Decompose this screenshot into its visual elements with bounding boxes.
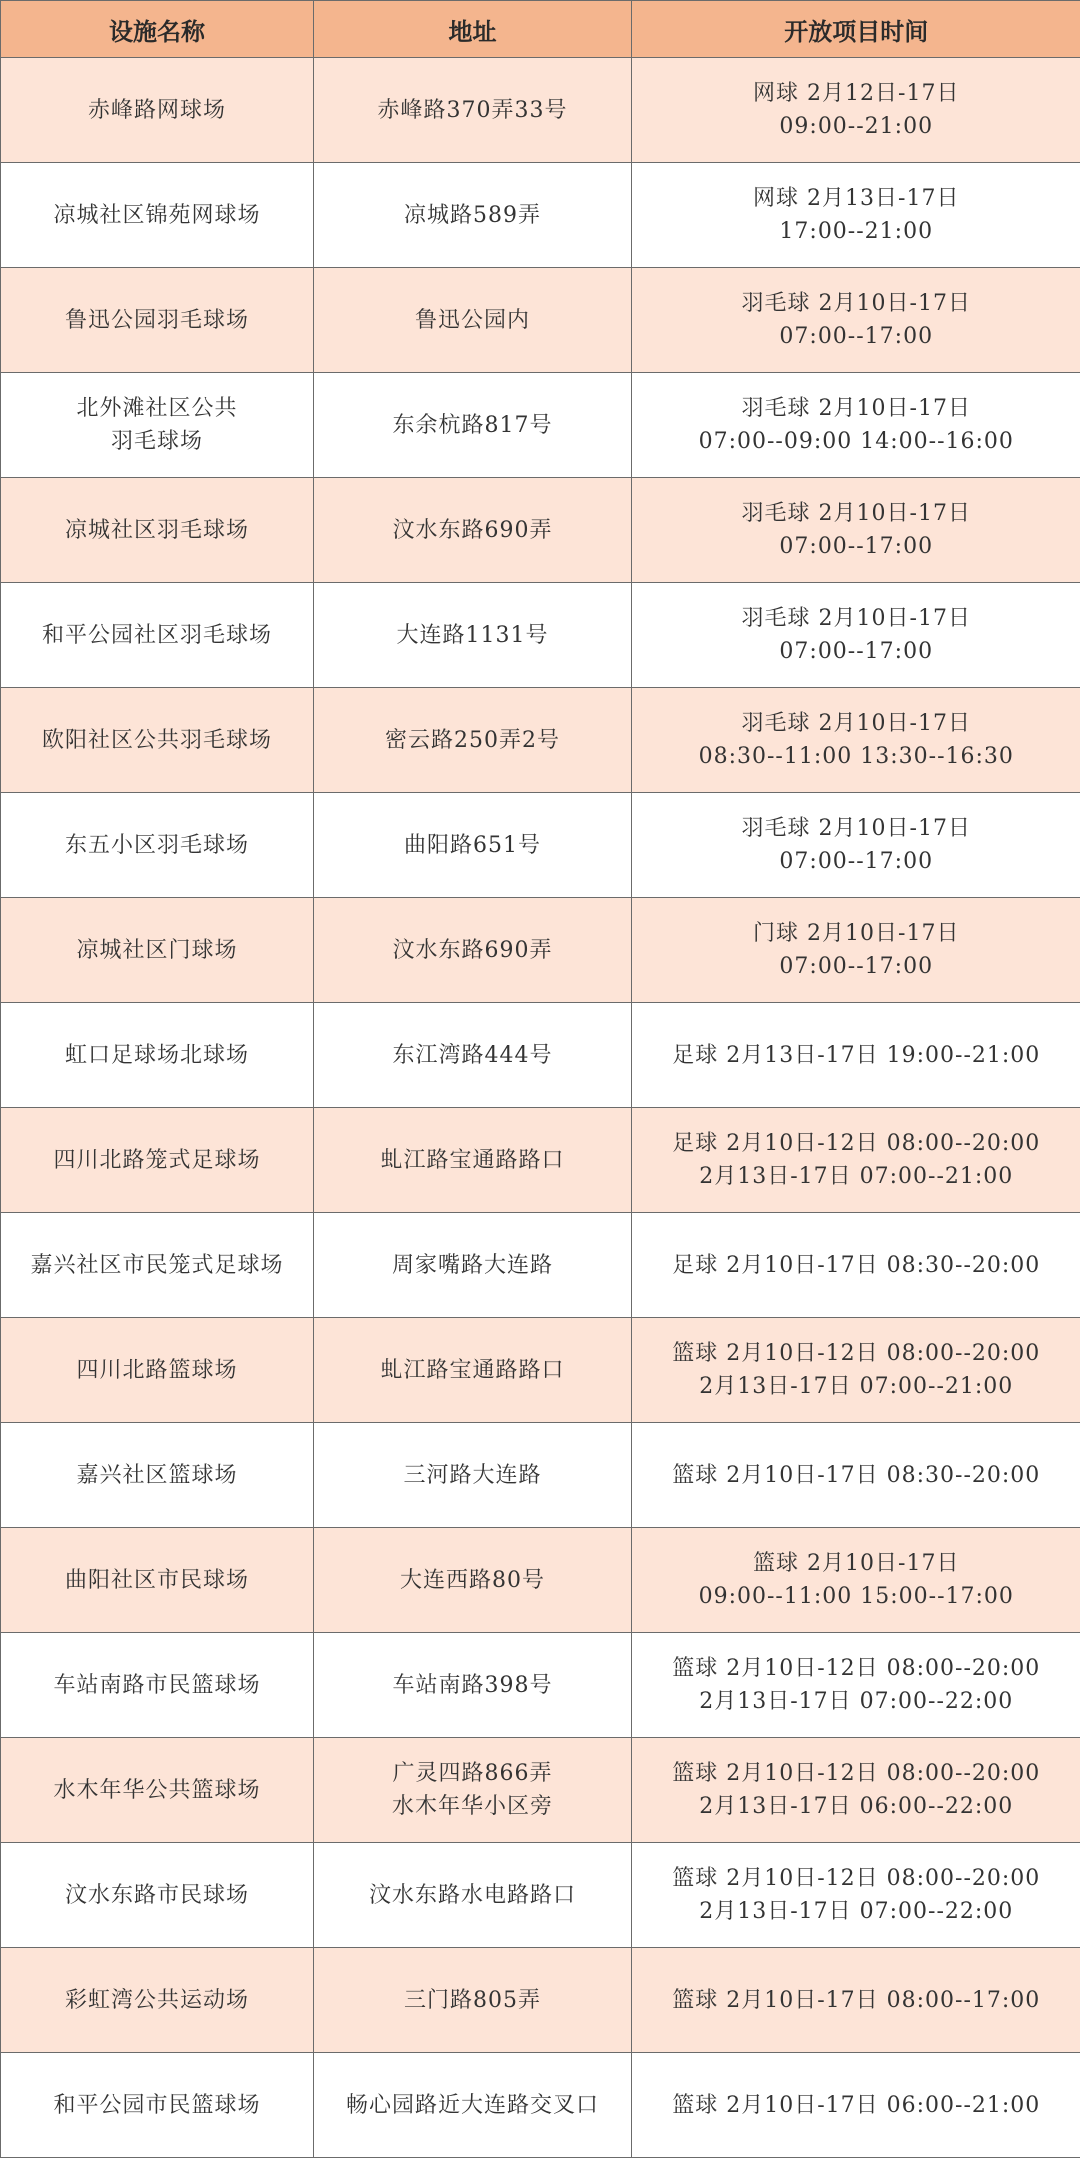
schedule-cell: 羽毛球 2月10日-17日 08:30--11:00 13:30--16:30: [632, 688, 1080, 793]
table-row: [1, 1423, 1080, 1528]
schedule-cell: 足球 2月13日-17日 19:00--21:00: [632, 1003, 1080, 1108]
table-row: [1, 583, 1080, 688]
facility-name-cell: 车站南路市民篮球场: [1, 1633, 314, 1738]
table-row: [1, 1108, 1080, 1213]
address-cell: 汶水东路690弄: [314, 898, 632, 1003]
facility-name-cell: 曲阳社区市民球场: [1, 1528, 314, 1633]
facility-name-cell: 四川北路笼式足球场: [1, 1108, 314, 1213]
address-cell: 赤峰路370弄33号: [314, 58, 632, 163]
address-cell: 广灵四路866弄 水木年华小区旁: [314, 1738, 632, 1843]
facility-name-cell: 虹口足球场北球场: [1, 1003, 314, 1108]
table-row: [1, 1738, 1080, 1843]
facility-name-cell: 嘉兴社区市民笼式足球场: [1, 1213, 314, 1318]
table-row: [1, 268, 1080, 373]
address-cell: 畅心园路近大连路交叉口: [314, 2053, 632, 2158]
table-row: [1, 898, 1080, 1003]
table-row: [1, 478, 1080, 583]
schedule-cell: 羽毛球 2月10日-17日 07:00--17:00: [632, 793, 1080, 898]
facility-name-cell: 彩虹湾公共运动场: [1, 1948, 314, 2053]
address-cell: 周家嘴路大连路: [314, 1213, 632, 1318]
address-cell: 虬江路宝通路路口: [314, 1108, 632, 1213]
header-facility-name: 设施名称: [1, 1, 314, 58]
table-row: [1, 688, 1080, 793]
facility-name-cell: 欧阳社区公共羽毛球场: [1, 688, 314, 793]
schedule-cell: 羽毛球 2月10日-17日 07:00--09:00 14:00--16:00: [632, 373, 1080, 478]
address-cell: 鲁迅公园内: [314, 268, 632, 373]
schedule-cell: 足球 2月10日-17日 08:30--20:00: [632, 1213, 1080, 1318]
facility-name-cell: 鲁迅公园羽毛球场: [1, 268, 314, 373]
table-row: [1, 1948, 1080, 2053]
table-row: [1, 1318, 1080, 1423]
address-cell: 虬江路宝通路路口: [314, 1318, 632, 1423]
schedule-cell: 篮球 2月10日-12日 08:00--20:00 2月13日-17日 07:00--22:00: [632, 1633, 1080, 1738]
schedule-cell: 篮球 2月10日-12日 08:00--20:00 2月13日-17日 07:00--21:00: [632, 1318, 1080, 1423]
header-schedule: 开放项目时间: [632, 1, 1080, 58]
schedule-cell: 篮球 2月10日-17日 09:00--11:00 15:00--17:00: [632, 1528, 1080, 1633]
schedule-cell: 羽毛球 2月10日-17日 07:00--17:00: [632, 583, 1080, 688]
schedule-cell: 篮球 2月10日-12日 08:00--20:00 2月13日-17日 06:00--22:00: [632, 1738, 1080, 1843]
address-cell: 大连西路80号: [314, 1528, 632, 1633]
table-row: [1, 1213, 1080, 1318]
table-row: [1, 163, 1080, 268]
table-header: [1, 1, 1080, 58]
schedule-cell: 羽毛球 2月10日-17日 07:00--17:00: [632, 268, 1080, 373]
table-body: [1, 58, 1080, 2158]
facility-name-cell: 北外滩社区公共 羽毛球场: [1, 373, 314, 478]
table-row: [1, 373, 1080, 478]
schedule-cell: 羽毛球 2月10日-17日 07:00--17:00: [632, 478, 1080, 583]
schedule-cell: 网球 2月13日-17日 17:00--21:00: [632, 163, 1080, 268]
table-row: [1, 2053, 1080, 2158]
table-row: [1, 1843, 1080, 1948]
address-cell: 东江湾路444号: [314, 1003, 632, 1108]
address-cell: 三门路805弄: [314, 1948, 632, 2053]
schedule-cell: 篮球 2月10日-12日 08:00--20:00 2月13日-17日 07:00--22:00: [632, 1843, 1080, 1948]
facility-name-cell: 东五小区羽毛球场: [1, 793, 314, 898]
address-cell: 车站南路398号: [314, 1633, 632, 1738]
header-address: 地址: [314, 1, 632, 58]
facility-name-cell: 凉城社区羽毛球场: [1, 478, 314, 583]
address-cell: 东余杭路817号: [314, 373, 632, 478]
address-cell: 三河路大连路: [314, 1423, 632, 1528]
schedule-cell: 门球 2月10日-17日 07:00--17:00: [632, 898, 1080, 1003]
address-cell: 汶水东路水电路路口: [314, 1843, 632, 1948]
table-row: [1, 58, 1080, 163]
facility-name-cell: 水木年华公共篮球场: [1, 1738, 314, 1843]
facility-name-cell: 赤峰路网球场: [1, 58, 314, 163]
schedule-cell: 网球 2月12日-17日 09:00--21:00: [632, 58, 1080, 163]
facility-name-cell: 凉城社区门球场: [1, 898, 314, 1003]
facility-name-cell: 和平公园市民篮球场: [1, 2053, 314, 2158]
table-row: [1, 1633, 1080, 1738]
schedule-cell: 足球 2月10日-12日 08:00--20:00 2月13日-17日 07:00--21:00: [632, 1108, 1080, 1213]
schedule-cell: 篮球 2月10日-17日 06:00--21:00: [632, 2053, 1080, 2158]
address-cell: 曲阳路651号: [314, 793, 632, 898]
facility-name-cell: 四川北路篮球场: [1, 1318, 314, 1423]
schedule-cell: 篮球 2月10日-17日 08:00--17:00: [632, 1948, 1080, 2053]
schedule-cell: 篮球 2月10日-17日 08:30--20:00: [632, 1423, 1080, 1528]
header-row: [1, 1, 1080, 58]
address-cell: 汶水东路690弄: [314, 478, 632, 583]
address-cell: 凉城路589弄: [314, 163, 632, 268]
facility-name-cell: 凉城社区锦苑网球场: [1, 163, 314, 268]
facility-name-cell: 嘉兴社区篮球场: [1, 1423, 314, 1528]
address-cell: 密云路250弄2号: [314, 688, 632, 793]
facility-name-cell: 和平公园社区羽毛球场: [1, 583, 314, 688]
table-row: [1, 793, 1080, 898]
table-row: [1, 1528, 1080, 1633]
address-cell: 大连路1131号: [314, 583, 632, 688]
facility-name-cell: 汶水东路市民球场: [1, 1843, 314, 1948]
table-row: [1, 1003, 1080, 1108]
